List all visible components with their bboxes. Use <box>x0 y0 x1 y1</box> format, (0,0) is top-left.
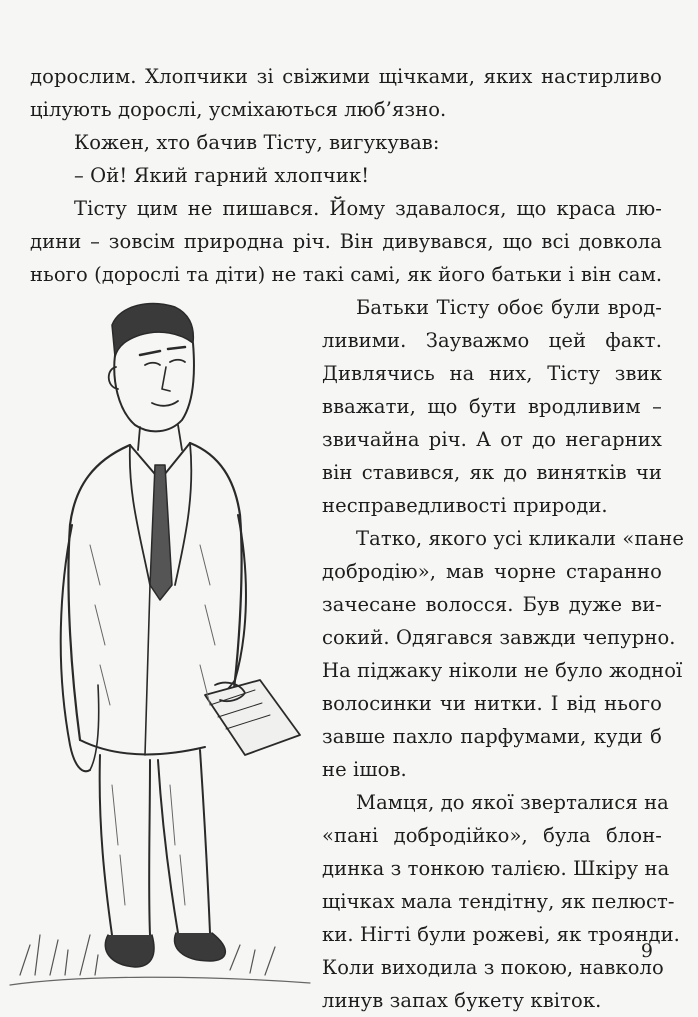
text-line: Татко, якого усі кликали «пане <box>356 527 685 550</box>
text-line: завше пахло парфумами, куди б <box>322 725 662 748</box>
text-line: Дивлячись на них, Тісту звик <box>322 362 662 385</box>
text-line: – Ой! Який гарний хлопчик! <box>74 164 370 187</box>
man-in-suit-illustration <box>0 285 320 1000</box>
text-line: На піджаку ніколи не було жодної <box>322 659 683 682</box>
text-line: дорослим. Хлопчики зі свіжими щічками, яких настирливо <box>30 65 662 88</box>
text-line: ки. Нігті були рожеві, як троянди. <box>322 923 680 946</box>
text-line: Коли виходила з покою, навколо <box>322 956 664 979</box>
text-line: нього (дорослі та діти) не такі самі, як його батьки і він сам. <box>30 263 663 286</box>
text-line: зачесане волосся. Був дуже ви- <box>322 593 662 616</box>
text-line: щічках мала тендітну, як пелюст- <box>322 890 675 913</box>
text-line: не ішов. <box>322 758 407 781</box>
text-line: линув запах букету квіток. <box>322 989 602 1012</box>
text-line: дини – зовсім природна річ. Він дивувався, що всі довкола <box>30 230 662 253</box>
text-line: сокий. Одягався завжди чепурно. <box>322 626 676 649</box>
text-line: добродію», мав чорне старанно <box>322 560 662 583</box>
text-line: «пані добродійко», була блон- <box>322 824 662 847</box>
text-line: динка з тонкою талією. Шкіру на <box>322 857 670 880</box>
text-line: Батьки Тісту обоє були врод- <box>356 296 662 319</box>
text-line: Тісту цим не пишався. Йому здавалося, що краса лю- <box>74 197 662 220</box>
text-line: Кожен, хто бачив Тісту, вигукував: <box>74 131 440 154</box>
text-line: несправедливості природи. <box>322 494 608 517</box>
text-line: Мамця, до якої зверталися на <box>356 791 669 814</box>
text-line: ливими. Зауважмо цей факт. <box>322 329 662 352</box>
text-line: вважати, що бути вродливим – <box>322 395 662 418</box>
page-number: 9 <box>640 940 653 962</box>
text-line: звичайна річ. А от до негарних <box>322 428 662 451</box>
text-line: цілують дорослі, усміхаються люб’язно. <box>30 98 447 121</box>
text-line: волосинки чи нитки. І від нього <box>322 692 662 715</box>
text-line: він ставився, як до винятків чи <box>322 461 662 484</box>
